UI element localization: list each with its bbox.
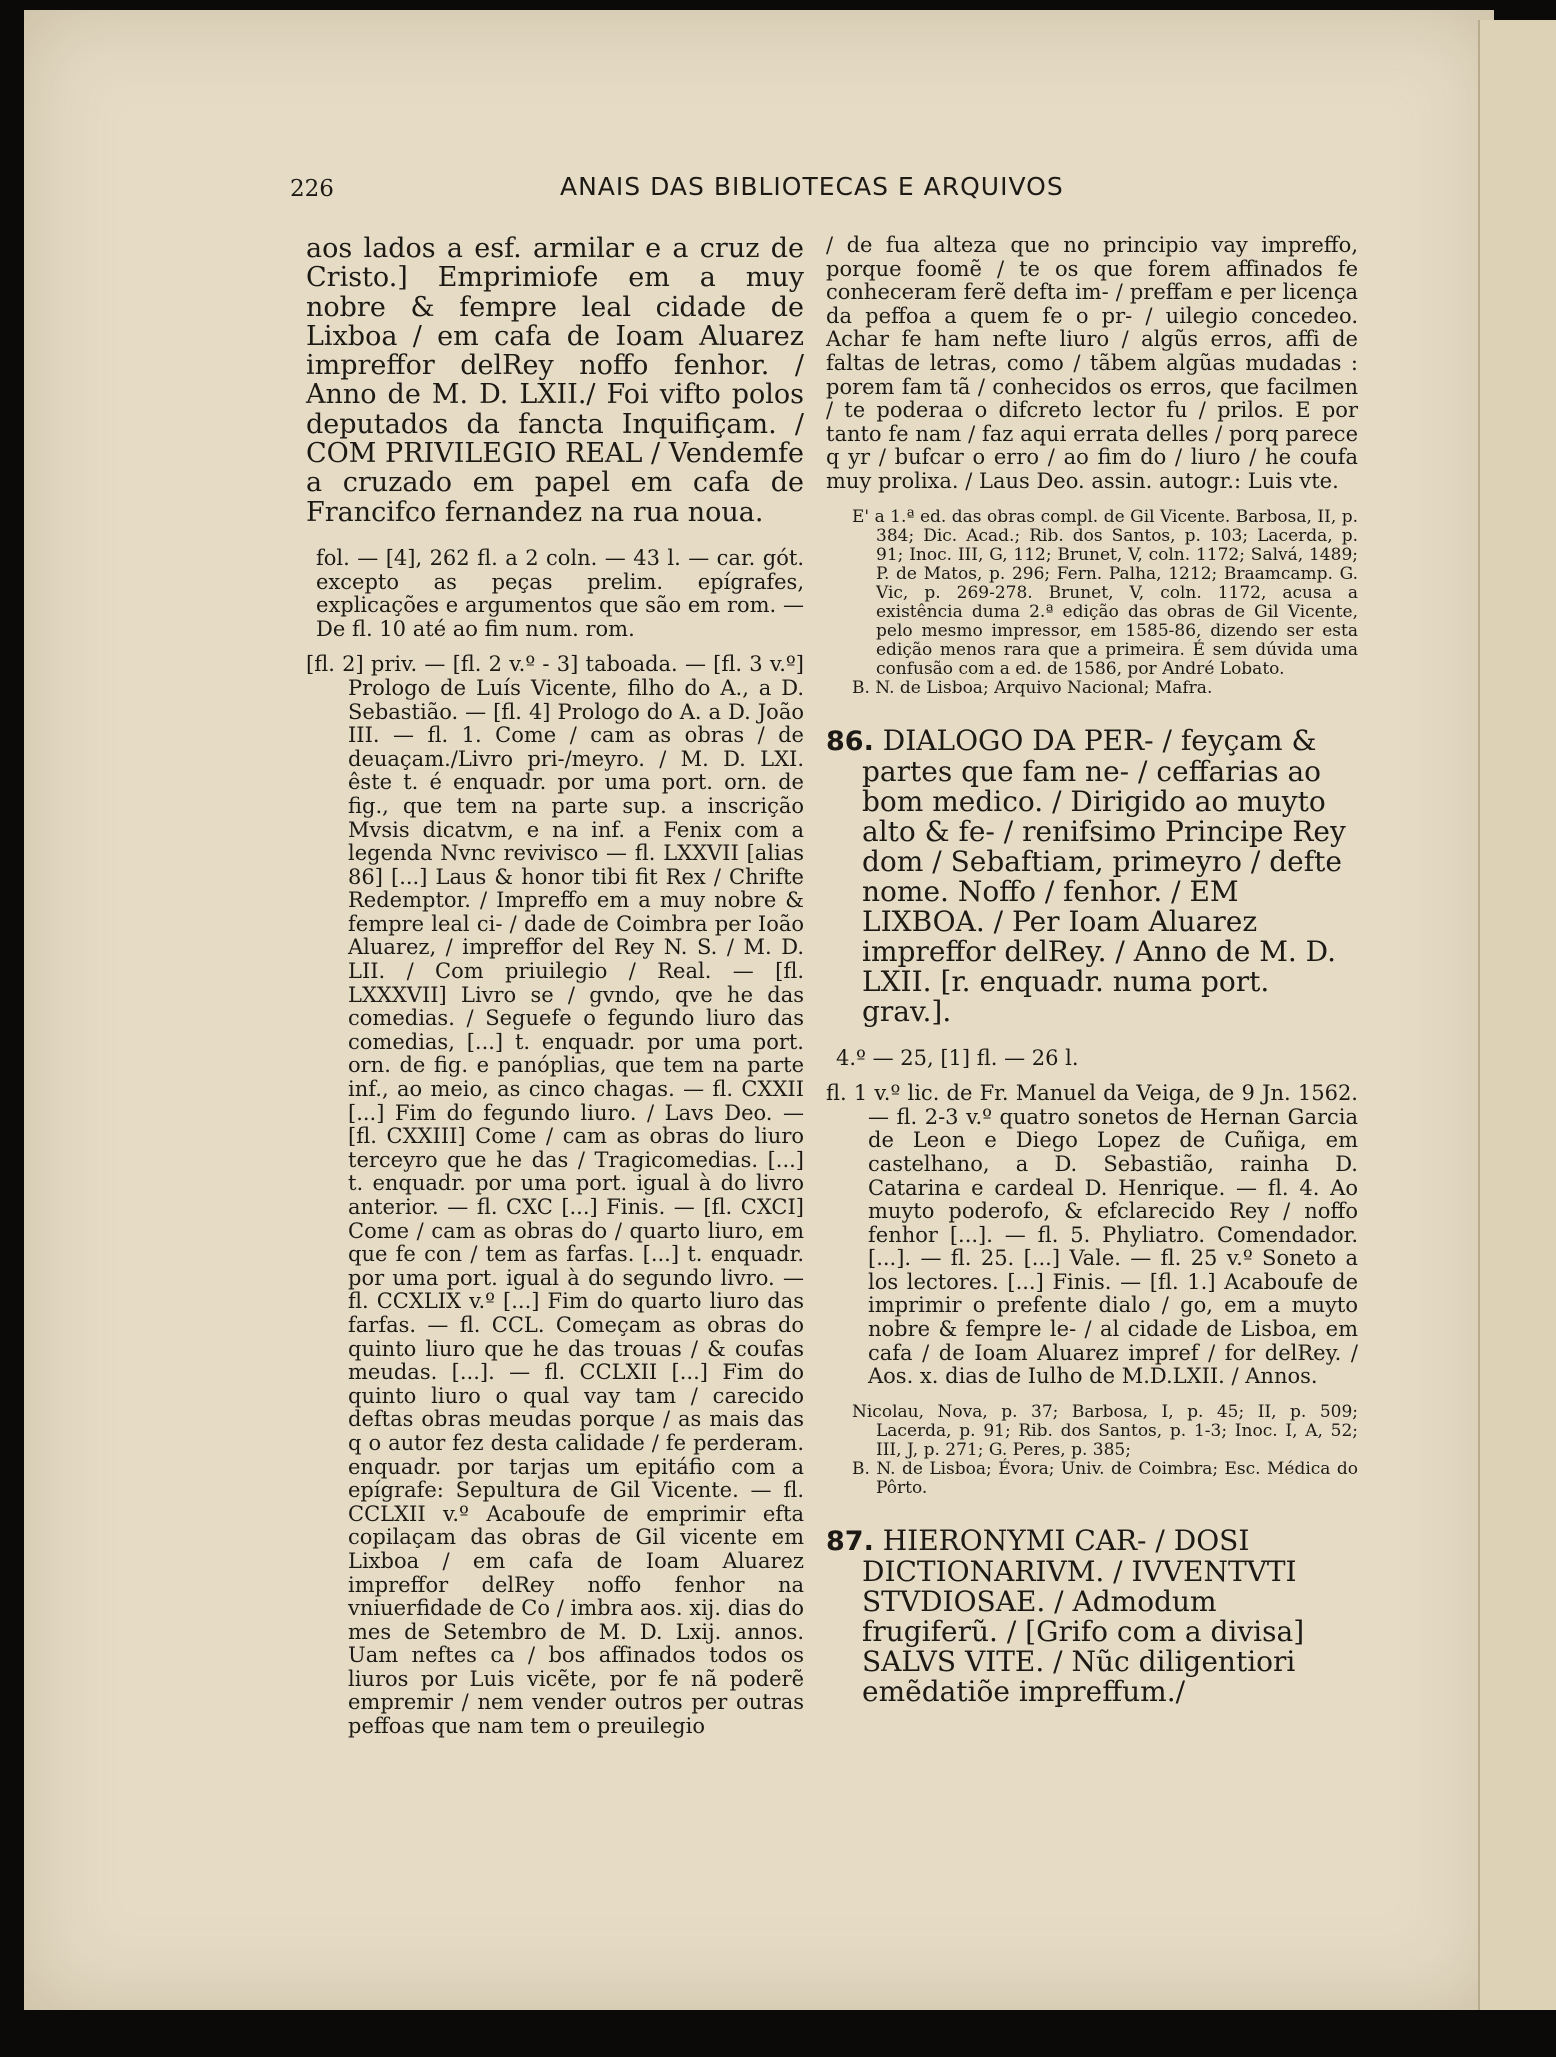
entry-number: 86. (826, 725, 874, 757)
facing-page-edge (1478, 20, 1556, 2010)
catalog-entry-87 (826, 1523, 1358, 1708)
entry-collation: 4.º — 25, [1] fl. — 26 l. (836, 1045, 1079, 1070)
running-title: ANAIS DAS BIBLIOTECAS E ARQUIVOS (560, 172, 1064, 201)
library-holdings: B. N. de Lisboa; Arquivo Nacional; Mafra. (852, 677, 1213, 698)
collation-text: fol. — [4], 262 fl. a 2 coln. — 43 l. — car. gót. excepto as peças prelim. epígrafes, explicações e argumentos que são em rom. — De fl. 10 até ao fim num. rom. (316, 545, 804, 641)
entry-title (826, 723, 1358, 1028)
title-continuation: aos lados a esf. armilar e a cruz de Cristo.] Emprimiofe em a muy nobre & fempre leal cidade de Lixboa / em cafa de Ioam Aluarez impreffor delRey noffo fenhor. / Anno de M. D. LXII./ Foi vifto polos deputados da fancta Inquifiçam. / COM PRIVILEGIO REAL / Vendemfe a cruzado em papel em cafa de Francifco fernandez na rua noua. (306, 233, 804, 528)
entry-title-text: DIALOGO DA PER- / feyçam & partes que fam ne- / ceffarias ao bom medico. / Dirigido ao muyto alto & fe- / renifsimo Principe Rey dom / Sebaftiam, primeyro / defte nome. Noffo / fenhor. / EM LIXBOA. / Per Ioam Aluarez impreffor delRey. / Anno de M. D. LXII. [r. enquadr. numa port. grav.]. (862, 723, 1346, 1028)
entry-title (826, 1523, 1358, 1708)
page-number: 226 (290, 176, 334, 202)
bibliographic-references: E' a 1.ª ed. das obras compl. de Gil Vicente. Barbosa, II, p. 384; Dic. Acad.; Rib. dos Santos, p. 103; Lacerda, p. 91; Inoc. III, G, 112; Brunet, V, coln. 1172; Salvá, 1489; P. de Matos, p. 296; Fern. Palha, 1212; Braamcamp. G. Vic, p. 269-278. Brunet, V, coln. 1172, acusa a existência duma 2.ª edição das obras de Gil Vicente, pelo mesmo impressor, em 1585-86, dizendo ser esta edição menos rara que a primeira. É sem dúvida uma confusão com a ed. de 1586, por André Lobato. (852, 506, 1358, 679)
contents-continuation: / de fua alteza que no principio vay impreffo, porque foomẽ / te os que forem affinados fe conheceram ferẽ defta im- / preffam e per licença da peffoa a quem fe o pr- / uilegio concedeo. Achar fe ham nefte liuro / algũs erros, affi de faltas de letras, como / tãbem algũas mudadas : porem fam tã / conhecidos os erros, que facilmen / te poderaa o difcreto lector fu / prilos. E por tanto fe nam / faz aqui errata delles / porq parece q yr / bufcar o erro / ao fim do / liuro / he coufa muy prolixa. / Laus Deo. assin. autogr.: Luis vte. (826, 233, 1358, 493)
entry-holdings: B. N. de Lisboa; Évora; Univ. de Coimbra; Esc. Médica do Pôrto. (852, 1458, 1358, 1498)
contents-description: [fl. 2] priv. — [fl. 2 v.º - 3] taboada. — [fl. 3 v.º] Prologo de Luís Vicente, filho do A., a D. Sebastião. — [fl. 4] Prologo do A. a D. João III. — fl. 1. Come / cam as obras / de deuaçam./Livro pri-/meyro. / M. D. LXI. êste t. é enquadr. por uma port. orn. de fig., que tem na parte sup. a inscrição Mvsis dicatvm, e na inf. a Fenix com a legenda Nvnc revivisco — fl. LXXVII [alias 86] [...] Laus & honor tibi fit Rex / Chrifte Redemptor. / Impreffo em a muy nobre & fempre leal ci- / dade de Coimbra per Ioão Aluarez, / impreffor del Rey N. S. / M. D. LII. / Com priuilegio / Real. — [fl. LXXXVII] Livro se / gvndo, qve he das comedias. / Seguefe o fegundo liuro das comedias, [...] t. enquadr. por uma port. orn. de fig. e panóplias, que tem na parte inf., ao meio, as cinco chagas. — fl. CXXII [...] Fim do fegundo liuro. / Lavs Deo. — [fl. CXXIII] Come / cam as obras do liuro terceyro que he das / Tragicomedias. [...] t. enquadr. por uma port. igual à do livro anterior. — fl. CXC [...] Finis. — [fl. CXCI] Come / cam as obras do / quarto liuro, em que fe con / tem as farfas. [...] t. enquadr. por uma port. igual à do segundo livro. — fl. CCXLIX v.º [...] Fim do quarto liuro das farfas. — fl. CCL. Começam as obras do quinto liuro que he das trouas / & coufas meudas. [...]. — fl. CCLXII [...] Fim do quinto liuro o qual vay tam / carecido deftas obras meudas porque / as mais das q o autor fez desta calidade / fe perderam. enquadr. por tarjas um epitáfio com a epígrafe: Sepultura de Gil Vicente. — fl. CCLXII v.º Acaboufe de emprimir efta copilaçam das obras de Gil vicente em Lixboa / em cafa de Ioam Aluarez impreffor delRey noffo fenhor na vniuerfidade de Co / imbra aos. xij. dias do mes de Setembro de M. D. Lxij. annos. Uam neftes ca / bos affinados todos os liuros por Luis vicẽte, por fe nã poderẽ empremir / nem vender outros per outras peffoas que nam tem o preuilegio (306, 652, 804, 1739)
entry-number: 87. (826, 1525, 874, 1557)
running-header (290, 172, 1290, 212)
entry-contents: fl. 1 v.º lic. de Fr. Manuel da Veiga, de 9 Jn. 1562. — fl. 2-3 v.º quatro sonetos de Hernan Garcia de Leon e Diego Lopez de Cuñiga, em castelhano, a D. Sebastião, rainha D. Catarina e cardeal D. Henrique. — fl. 4. Ao muyto poderofo, & efclarecido Rey / noffo fenhor [...]. — fl. 5. Phyliatro. Comendador. [...]. — fl. 25. [...] Vale. — fl. 25 v.º Soneto a los lectores. [...] Finis. — [fl. 1.] Acaboufe de imprimir o prefente dialo / go, em a muyto nobre & fempre le- / al cidade de Lisboa, em cafa / de Ioam Aluarez impref / for delRey. / Aos. x. dias de Iulho de M.D.LXII. / Annos. (826, 1081, 1358, 1389)
catalog-entry-86 (826, 723, 1358, 1498)
right-column (826, 234, 1358, 1707)
entry-title-text: HIERONYMI CAR- / DOSI DICTIONARIVM. / IVVENTVTI STVDIOSAE. / Admodum frugiferũ. / [Grifo com a divisa] SALVS VITE. / Nũc diligentiori emẽdatiõe impreffum./ (862, 1523, 1305, 1708)
left-column (306, 234, 804, 1739)
entry-references: Nicolau, Nova, p. 37; Barbosa, I, p. 45; II, p. 509; Lacerda, p. 91; Rib. dos Santos, p. 1-3; Inoc. I, A, 52; III, J, p. 271; G. Peres, p. 385; (852, 1401, 1358, 1460)
